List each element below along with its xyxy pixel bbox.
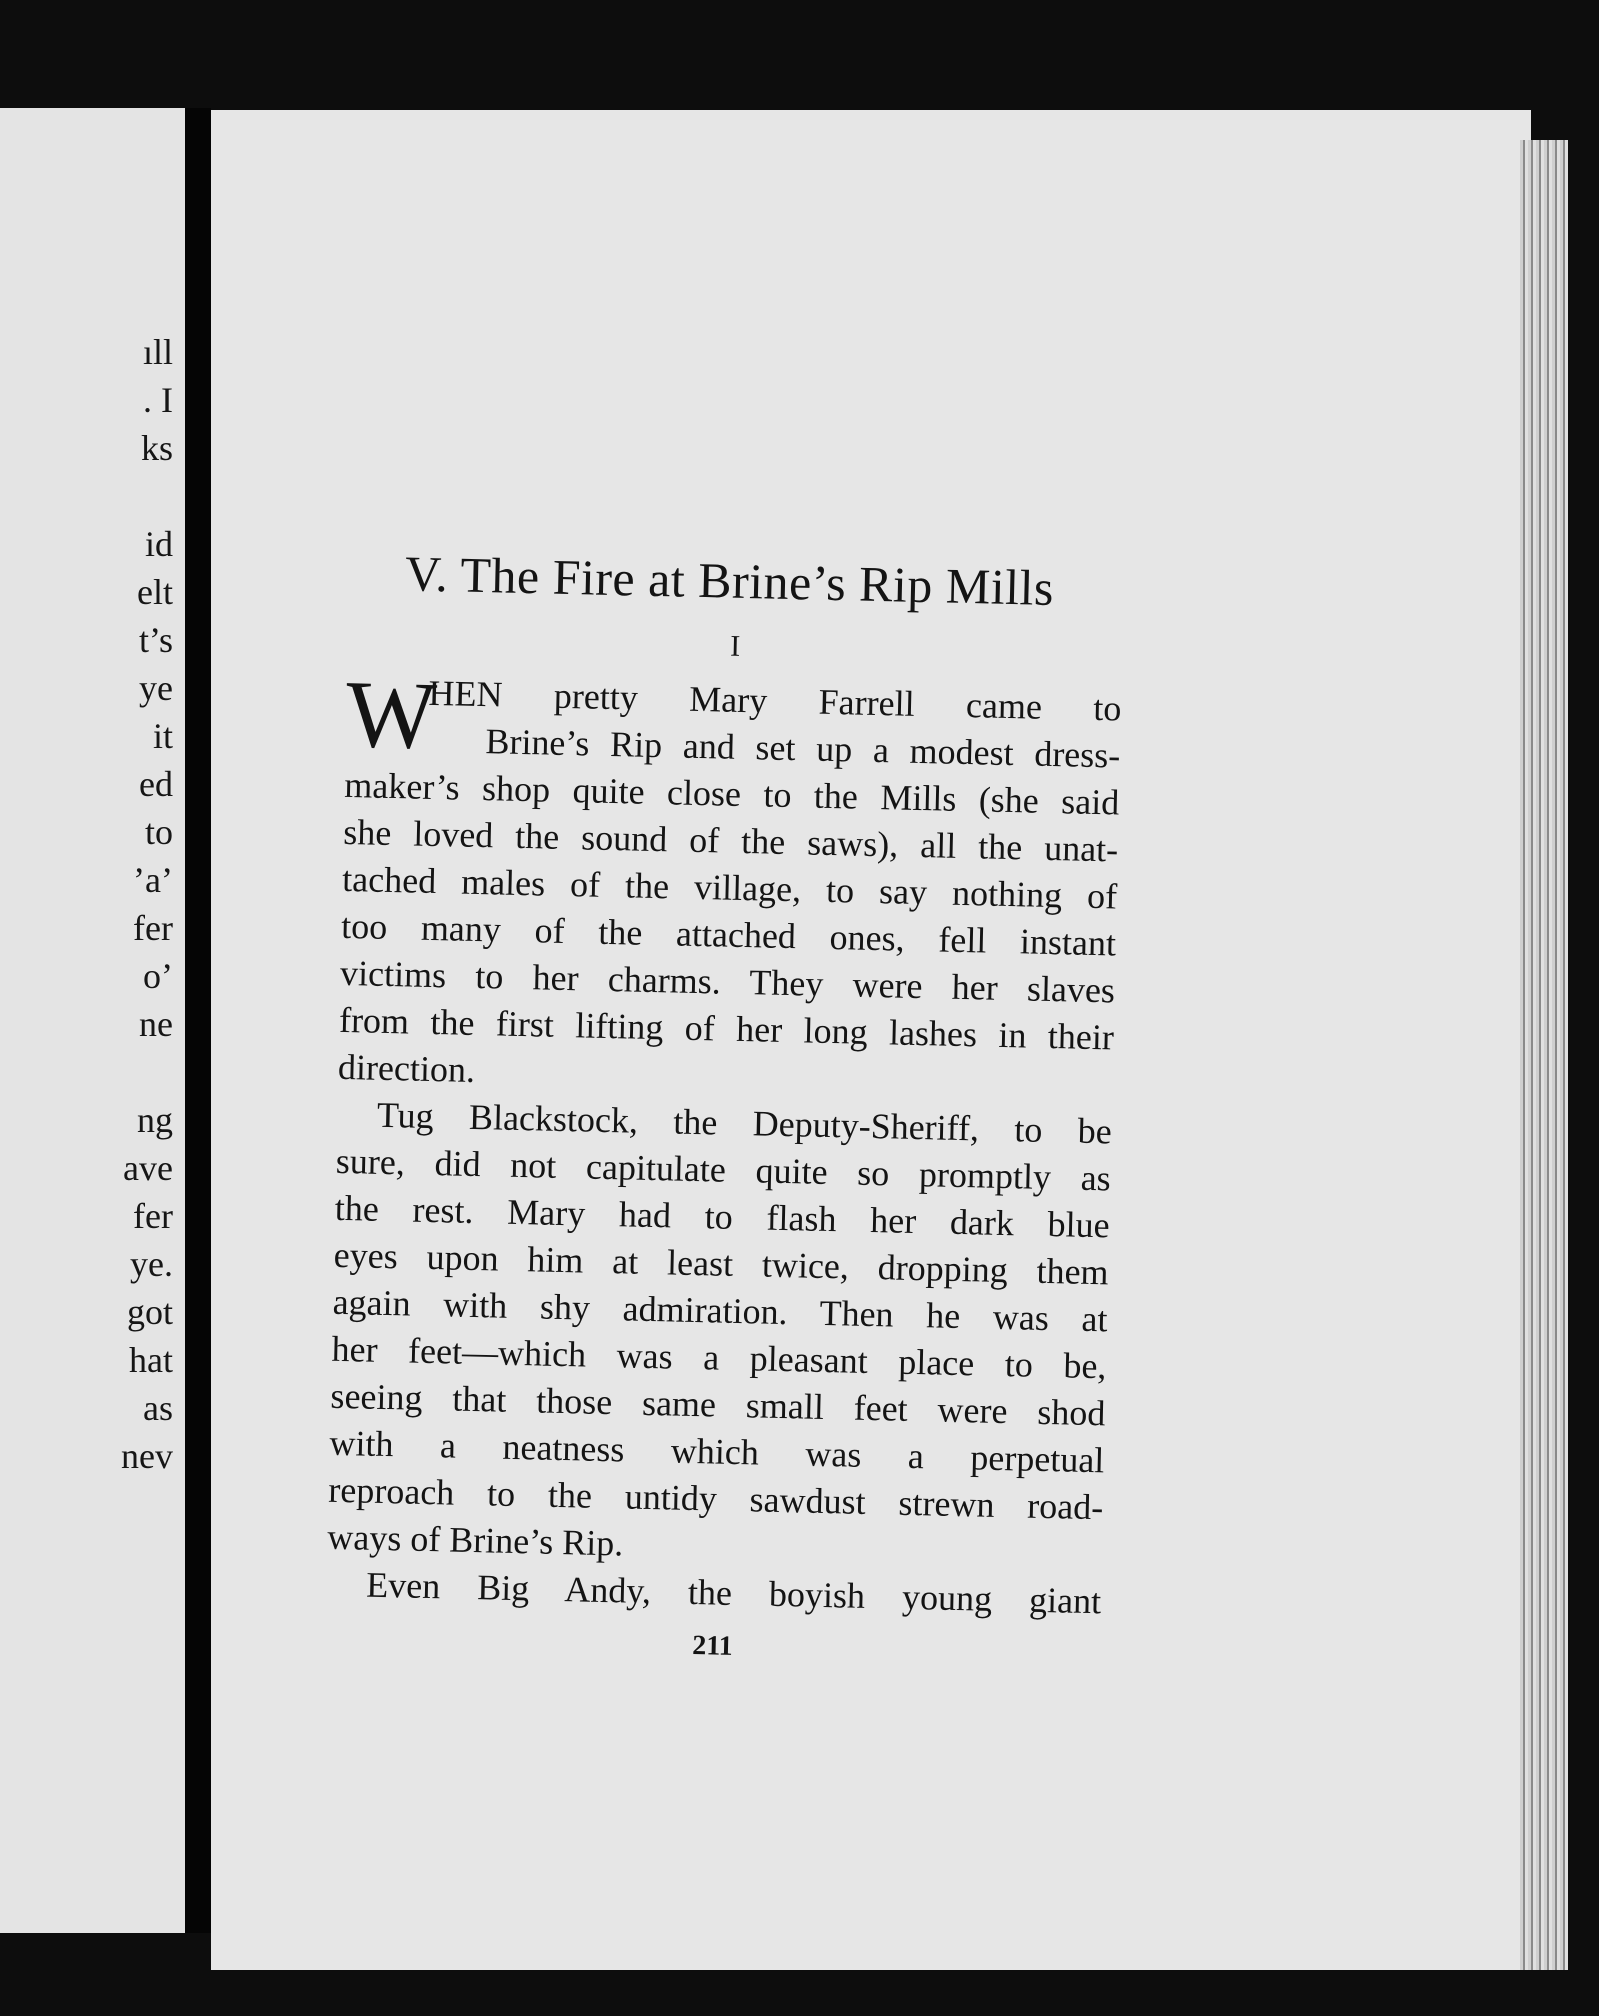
chapter-title: V. The Fire at Brine’s Rip Mills xyxy=(404,545,1055,616)
text-line: Brine’s Rip and set up a modest dress- xyxy=(485,721,1121,776)
left-fragment: t’s xyxy=(138,620,173,660)
left-fragment: ye xyxy=(139,668,173,708)
text-line: from the first lifting of her long lashes in their xyxy=(338,999,1115,1058)
text-line: maker’s shop quite close to the Mills (she said xyxy=(343,764,1120,823)
text-line: Even Big Andy, the boyish young giant xyxy=(365,1564,1102,1622)
left-fragment: hat xyxy=(129,1340,173,1380)
section-number: I xyxy=(729,629,741,663)
text-line: HEN pretty Mary Farrell came to xyxy=(428,672,1122,729)
page-text-block xyxy=(325,540,1125,1675)
text-line: victims to her charms. They were her slaves xyxy=(339,952,1116,1011)
text-line: again with shy admiration. Then he was at xyxy=(332,1281,1108,1340)
left-fragment: ed xyxy=(139,764,173,804)
left-fragment: ’a’ xyxy=(133,860,173,900)
text-line: reproach to the untidy sawdust strewn road- xyxy=(327,1469,1104,1528)
page-number: 211 xyxy=(691,1630,734,1662)
drop-cap: W xyxy=(344,659,438,769)
text-line: the rest. Mary had to flash her dark blue xyxy=(334,1187,1111,1246)
left-fragment: ye. xyxy=(130,1244,173,1284)
left-fragment: fer xyxy=(133,1196,173,1236)
text-line: eyes upon him at least twice, dropping them xyxy=(333,1234,1110,1293)
left-fragment: ıll xyxy=(142,332,173,372)
left-fragment: to xyxy=(144,812,173,852)
text-line: sure, did not capitulate quite so promptly as xyxy=(335,1140,1112,1199)
left-fragment: elt xyxy=(137,572,173,612)
left-fragment: ne xyxy=(139,1004,173,1044)
left-fragment: . I xyxy=(143,380,173,420)
left-fragment: ks xyxy=(140,428,173,468)
left-fragment-gap xyxy=(121,472,173,520)
left-fragment: id xyxy=(144,524,173,564)
text-line: with a neatness which was a perpetual xyxy=(329,1422,1105,1481)
left-fragment: it xyxy=(152,716,173,756)
book-gutter xyxy=(185,108,211,1933)
left-fragment: o’ xyxy=(143,956,173,996)
left-fragment: ave xyxy=(123,1148,173,1188)
text-line: she loved the sound of the saws), all the unat- xyxy=(342,811,1119,870)
left-fragment: as xyxy=(143,1388,173,1428)
text-line: ways of Brine’s Rip. xyxy=(326,1516,624,1564)
text-line: Tug Blackstock, the Deputy-Sheriff, to be xyxy=(376,1094,1113,1152)
left-fragment: ng xyxy=(137,1100,173,1140)
text-line: too many of the attached ones, fell instant xyxy=(340,905,1117,964)
text-line: direction. xyxy=(337,1046,476,1090)
text-line: her feet—which was a pleasant place to be, xyxy=(331,1328,1107,1387)
left-fragment: nev xyxy=(121,1436,173,1476)
text-line: seeing that those same small feet were shod xyxy=(330,1375,1106,1434)
page-edges xyxy=(1520,140,1568,1970)
left-fragment: got xyxy=(126,1292,173,1332)
left-fragment-gap xyxy=(121,1048,173,1096)
left-facing-page xyxy=(0,108,185,1933)
paragraph-lines xyxy=(326,659,1122,1625)
left-fragment: fer xyxy=(133,908,173,948)
left-page-text-fragments xyxy=(121,328,173,1480)
text-line: tached males of the village, to say nothing of xyxy=(341,858,1118,917)
